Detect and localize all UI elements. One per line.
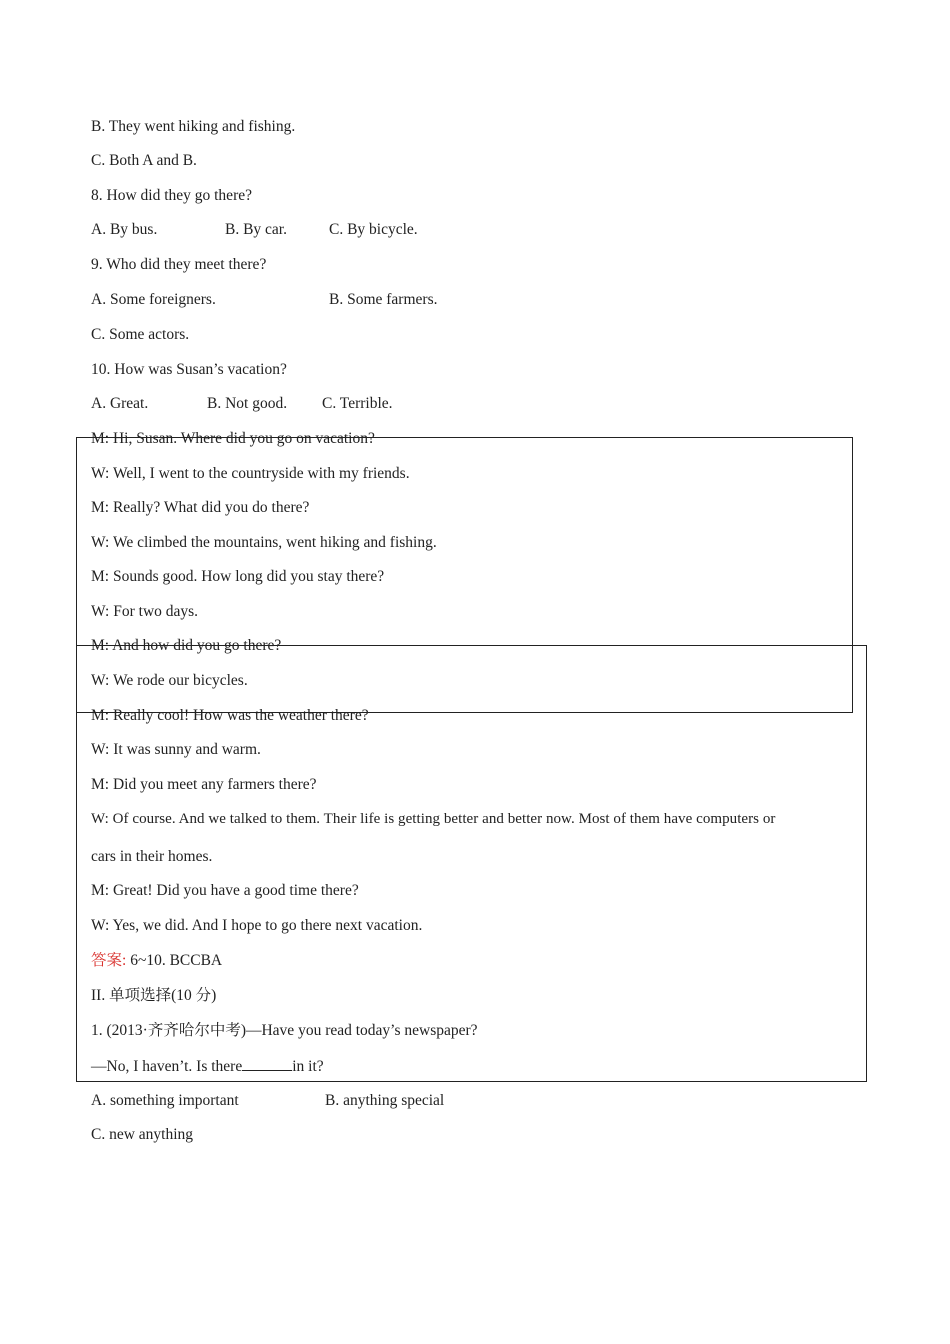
options-9 [91,290,491,310]
option-10b: B. Not good. [207,395,288,412]
options-q1 [91,1091,491,1111]
dialogue-line: M: Hi, Susan. Where did you go on vacation? [91,430,375,447]
dialogue-line: W: We rode our bicycles. [91,672,248,689]
option-8b: B. By car. [225,221,287,238]
option-9a: A. Some foreigners. [91,291,216,308]
dialogue-line: M: Great! Did you have a good time there? [91,882,359,899]
dialogue-line: M: Sounds good. How long did you stay there? [91,568,385,585]
option-7c: C. Both A and B. [91,152,197,169]
option-9b: B. Some farmers. [329,291,438,308]
option-1b: B. anything special [325,1092,445,1109]
question-10: 10. How was Susan’s vacation? [91,361,287,378]
option-7b: B. They went hiking and fishing. [91,118,296,135]
option-9c: C. Some actors. [91,326,190,343]
options-10 [91,394,491,414]
blank-suffix: in it? [292,1058,324,1075]
answer-blank [242,1056,292,1071]
option-8c: C. By bicycle. [329,221,418,238]
dialogue-line: cars in their homes. [91,848,213,865]
answer-text: 6~10. BCCBA [126,952,223,969]
question-1: 1. (2013·齐齐哈尔中考)—Have you read today’s newspaper? [91,1022,478,1039]
dialogue-line: W: We climbed the mountains, went hiking and fishing. [91,534,437,551]
question-8: 8. How did they go there? [91,187,252,204]
option-1c: C. new anything [91,1126,194,1143]
answer-line [91,951,222,971]
option-10c: C. Terrible. [322,395,393,412]
question-9: 9. Who did they meet there? [91,256,267,273]
dialogue-line: W: Yes, we did. And I hope to go there next vacation. [91,917,423,934]
dialogue-line: W: Of course. And we talked to them. Their life is getting better and better now. Most of them have computers or [91,811,776,827]
blank-prefix: —No, I haven’t. Is there [91,1058,243,1075]
option-8a: A. By bus. [91,221,158,238]
option-1a: A. something important [91,1092,239,1109]
dialogue-line: W: It was sunny and warm. [91,741,261,758]
dialogue-line: M: And how did you go there? [91,637,282,654]
question-1-blank-line [91,1056,324,1077]
dialogue-line: M: Did you meet any farmers there? [91,776,317,793]
dialogue-line: W: For two days. [91,603,199,620]
answer-label: 答案: [91,952,127,969]
options-8 [91,220,491,240]
dialogue-line: W: Well, I went to the countryside with my friends. [91,465,410,482]
dialogue-line: M: Really? What did you do there? [91,499,310,516]
option-10a: A. Great. [91,395,149,412]
section-heading: II. 单项选择(10 分) [91,987,217,1004]
dialogue-line: M: Really cool! How was the weather there? [91,707,369,724]
